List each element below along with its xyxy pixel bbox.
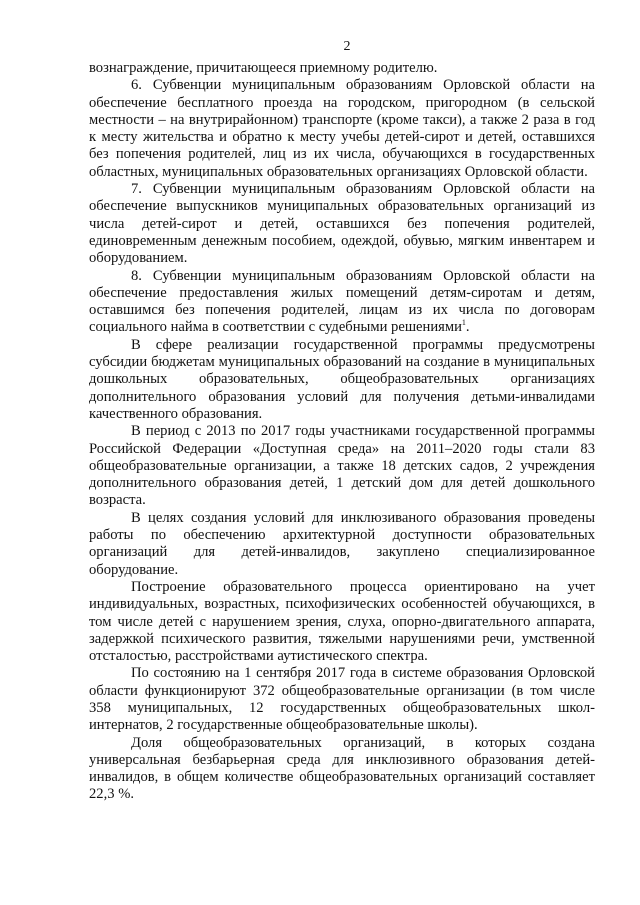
page-number: 2 (343, 39, 351, 54)
paragraph-barrier-free-share: Доля общеобразовательных организаций, в которых создана универсальная безбарьерная среда для инклюзивного образования детей-инвалидов, в общем количестве общеобразовательных организаций составляет 22,3 %. (89, 734, 595, 803)
paragraph-item-6: 6. Субвенции муниципальным образованиям Орловской области на обеспечение бесплатного проезда на городском, пригородном (в сельской местности – на внутрирайонном) транспорте (кроме такси), а также 2 раза в год к месту жительства и обратно к месту учебы детей-сирот и детей, оставшихся без попечения родителей, лиц из их числа, обучающихся в государственных областных, муниципальных образовательных организациях Орловской области. (89, 77, 595, 180)
paragraph-educational-process: Построение образовательного процесса ориентировано на учет индивидуальных, возрастных, психофизических особенностей обучающихся, в том числе детей с нарушением зрения, слуха, опорно-двигательного аппарата, задержкой психического развития, тяжелыми нарушениями речи, умственной отсталостью, расстройствами аутистического спектра. (89, 578, 595, 665)
paragraph-item-8-tail: . (465, 319, 470, 336)
paragraph-subsidies: В сфере реализации государственной программы предусмотрены субсидии бюджетам муниципальных образований на создание в муниципальных дошкольных образовательных, общеобразовательных организациях дополнительного образования условий для получения детьми-инвалидами качественного образования. (89, 336, 595, 422)
footnote-marker: 1 (461, 318, 466, 328)
paragraph-continuation: вознаграждение, причитающееся приемному родителю. (89, 60, 438, 76)
paragraph-item-7: 7. Субвенции муниципальным образованиям Орловской области на обеспечение выпускников муниципальных образовательных организаций из числа детей-сирот и детей, оставшихся без попечения родителей, единовременным денежным пособием, одеждой, обувью, мягким инвентарем и оборудованием. (89, 181, 595, 267)
paragraph-school-count: По состоянию на 1 сентября 2017 года в системе образования Орловской области функционируют 372 общеобразовательные организации (в том числе 358 муниципальных, 12 государственных общеобразовательных школ-интернатов, 2 государственные общеобразовательные школы). (89, 665, 595, 734)
paragraph-item-8 (89, 268, 595, 337)
paragraph-item-8-text: 8. Субвенции муниципальным образованиям Орловской области на обеспечение предоставления жилых помещений детям-сиротам и детям, оставшимся без попечения родителей, лицам из их числа по договорам социального найма в соответствии с судебными решениями (89, 267, 595, 336)
paragraph-accessible-environment: В период с 2013 по 2017 годы участниками государственной программы Российской Федерации «Доступная среда» на 2011–2020 годы стали 83 общеобразовательные организации, а также 18 детских садов, 2 учреждения дополнительного образования детей, 1 детский дом для детей дошкольного возраста. (89, 423, 595, 509)
document-page (89, 38, 595, 804)
paragraph-inclusive-conditions: В целях создания условий для инклюзиваного образования проведены работы по обеспечению архитектурной доступности образовательных организаций для детей-инвалидов, закуплено специализированное оборудование. (89, 509, 595, 578)
